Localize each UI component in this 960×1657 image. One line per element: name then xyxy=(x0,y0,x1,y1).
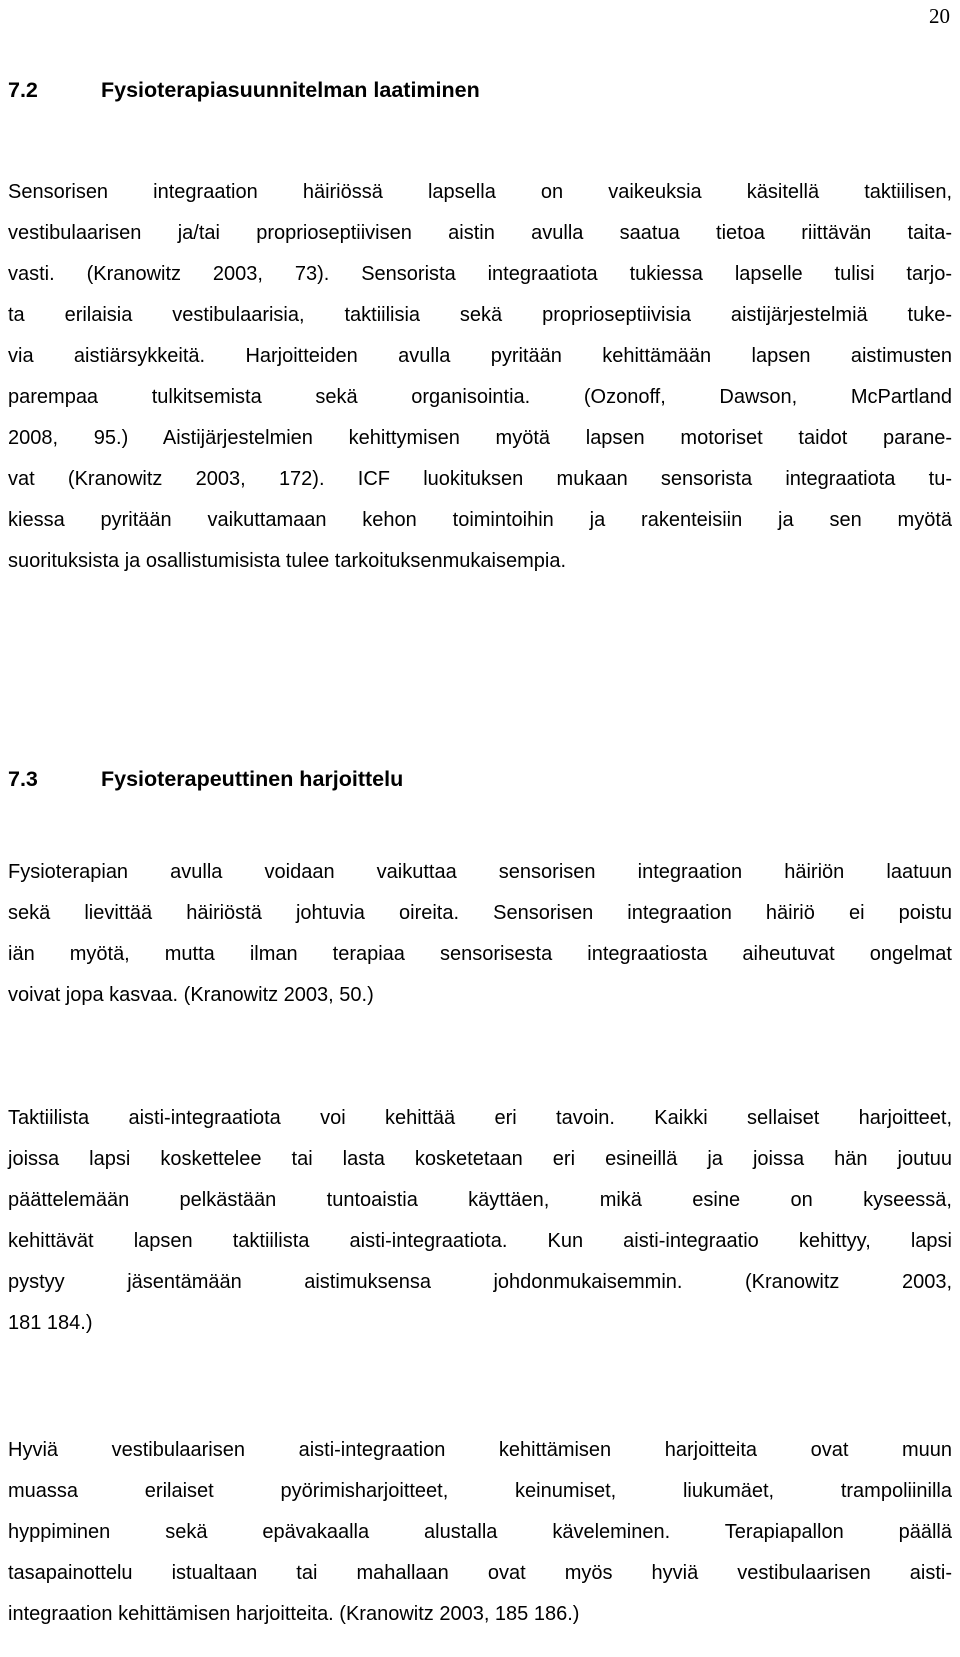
paragraph-line: muassa erilaiset pyörimisharjoitteet, keinumiset, liukumäet, trampoliinilla xyxy=(8,1480,952,1502)
paragraph-line: tasapainottelu istualtaan tai mahallaan ovat myös hyviä vestibulaarisen aisti- xyxy=(8,1562,952,1584)
paragraph-line: vasti. (Kranowitz 2003, 73). Sensorista integraatiota tukiessa lapselle tulisi tarjo- xyxy=(8,263,952,285)
section-title: Fysioterapiasuunnitelman laatiminen xyxy=(101,78,480,102)
paragraph-line: integraation kehittämisen harjoitteita. (Kranowitz 2003, 185 186.) xyxy=(8,1603,580,1625)
paragraph-line: iän myötä, mutta ilman terapiaa sensorisesta integraatiosta aiheutuvat ongelmat xyxy=(8,943,952,965)
paragraph-line: Fysioterapian avulla voidaan vaikuttaa sensorisen integraation häiriön laatuun xyxy=(8,861,952,883)
paragraph-line: Sensorisen integraation häiriössä lapsella on vaikeuksia käsitellä taktiilisen, xyxy=(8,181,952,203)
paragraph-line: päättelemään pelkästään tuntoaistia käyttäen, mikä esine on kyseessä, xyxy=(8,1189,952,1211)
paragraph-line: via aistiärsykkeitä. Harjoitteiden avulla pyritään kehittämään lapsen aistimusten xyxy=(8,345,952,367)
paragraph-line: Taktiilista aisti-integraatiota voi kehittää eri tavoin. Kaikki sellaiset harjoitteet, xyxy=(8,1107,952,1129)
section-heading-7-2 xyxy=(8,78,480,103)
paragraph xyxy=(8,1430,952,1635)
paragraph-line: suorituksista ja osallistumisista tulee tarkoituksenmukaisempia. xyxy=(8,550,567,572)
paragraph xyxy=(8,852,952,1016)
paragraph-line: ta erilaisia vestibulaarisia, taktiilisia sekä proprioseptiivisia aistijärjestelmiä tuke- xyxy=(8,304,952,326)
paragraph-line: sekä lievittää häiriöstä johtuvia oireita. Sensorisen integraation häiriö ei poistu xyxy=(8,902,952,924)
paragraph-line: Hyviä vestibulaarisen aisti-integraation kehittämisen harjoitteita ovat muun xyxy=(8,1439,952,1461)
paragraph-line: vat (Kranowitz 2003, 172). ICF luokituksen mukaan sensorista integraatiota tu- xyxy=(8,468,952,490)
paragraph xyxy=(8,172,952,582)
paragraph-line: voivat jopa kasvaa. (Kranowitz 2003, 50.) xyxy=(8,984,374,1006)
section-heading-7-3 xyxy=(8,767,403,792)
page-number: 20 xyxy=(929,4,950,28)
paragraph-line: 2008, 95.) Aistijärjestelmien kehittymisen myötä lapsen motoriset taidot parane- xyxy=(8,427,952,449)
paragraph-line: hyppiminen sekä epävakaalla alustalla käveleminen. Terapiapallon päällä xyxy=(8,1521,952,1543)
paragraph-line: vestibulaarisen ja/tai proprioseptiivisen aistin avulla saatua tietoa riittävän taita- xyxy=(8,222,952,244)
section-number: 7.3 xyxy=(8,767,38,791)
section-title: Fysioterapeuttinen harjoittelu xyxy=(101,767,404,791)
paragraph-line: parempaa tulkitsemista sekä organisointia. (Ozonoff, Dawson, McPartland xyxy=(8,386,952,408)
paragraph-line: kiessa pyritään vaikuttamaan kehon toimintoihin ja rakenteisiin ja sen myötä xyxy=(8,509,952,531)
paragraph-line: 181 184.) xyxy=(8,1312,93,1334)
section-number: 7.2 xyxy=(8,78,38,102)
paragraph-line: kehittävät lapsen taktiilista aisti-integraatiota. Kun aisti-integraatio kehittyy, lapsi xyxy=(8,1230,952,1252)
paragraph xyxy=(8,1098,952,1344)
paragraph-line: pystyy jäsentämään aistimuksensa johdonmukaisemmin. (Kranowitz 2003, xyxy=(8,1271,952,1293)
paragraph-line: joissa lapsi koskettelee tai lasta kosketetaan eri esineillä ja joissa hän joutuu xyxy=(8,1148,952,1170)
